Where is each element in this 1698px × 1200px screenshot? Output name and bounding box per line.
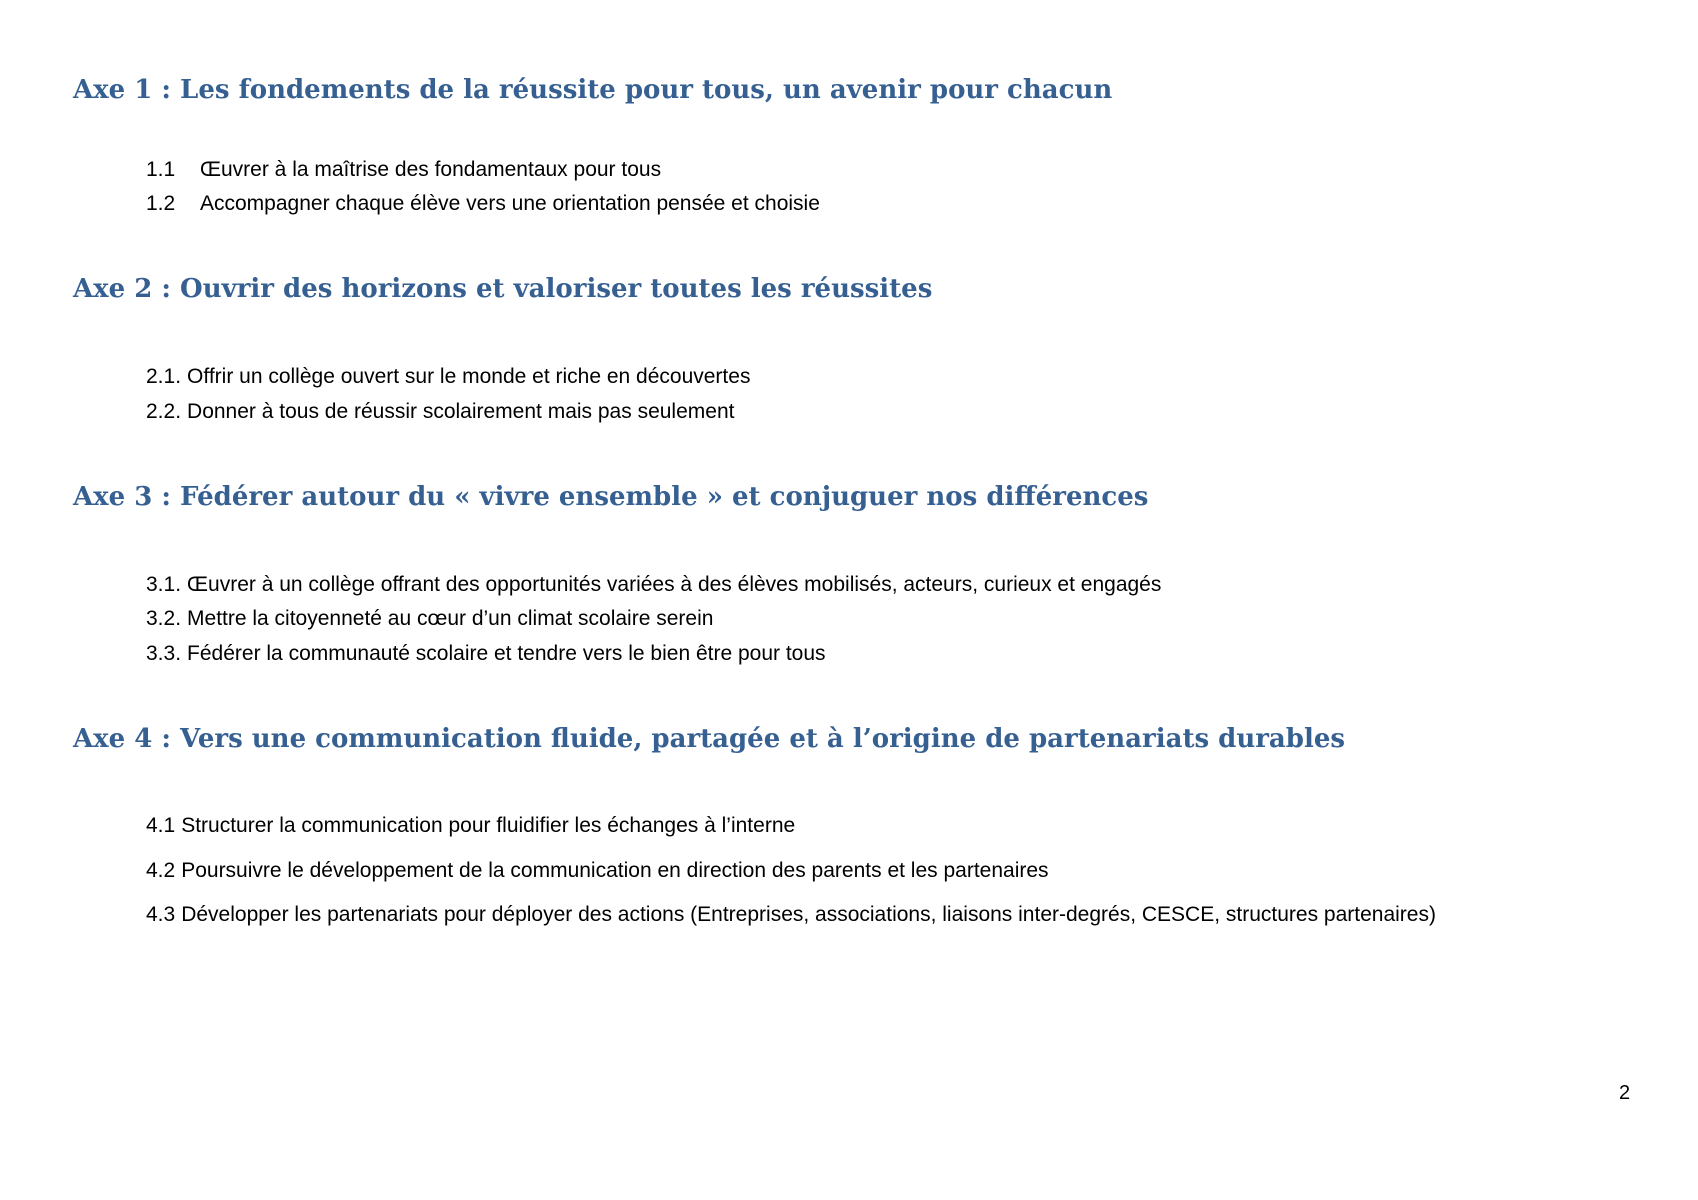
axis-3-item-2 <box>146 605 713 633</box>
item-text: Œuvrer à un collège offrant des opportunités variées à des élèves mobilisés, acteurs, curieux et engagés <box>187 573 1162 596</box>
item-number: 4.1 <box>146 814 176 837</box>
page-number: 2 <box>1619 1082 1631 1104</box>
axis-4-item-2 <box>146 857 1049 885</box>
item-number: 1.1 <box>146 158 176 181</box>
axis-4-item-1 <box>146 812 795 840</box>
axis-1-item-2 <box>146 190 820 218</box>
item-number: 3.2. <box>146 607 182 630</box>
item-number: 4.2 <box>146 859 176 882</box>
axis-4-item-3 <box>146 901 1436 929</box>
item-text: Structurer la communication pour fluidifier les échanges à l’interne <box>181 814 796 837</box>
item-number: 4.3 <box>146 903 176 926</box>
item-number: 2.1. <box>146 365 182 388</box>
item-text: Mettre la citoyenneté au cœur d’un climat scolaire serein <box>187 607 714 630</box>
axis-3-item-3 <box>146 640 826 668</box>
axis-1-item-1 <box>146 156 661 184</box>
item-number: 3.3. <box>146 642 182 665</box>
axis-2-item-2 <box>146 398 734 426</box>
axis-1-heading: Axe 1 : Les fondements de la réussite pour tous, un avenir pour chacun <box>73 75 1113 105</box>
item-text: Accompagner chaque élève vers une orientation pensée et choisie <box>200 192 820 215</box>
item-number: 2.2. <box>146 400 182 423</box>
axis-4-heading: Axe 4 : Vers une communication fluide, partagée et à l’origine de partenariats durables <box>73 724 1346 754</box>
item-text: Donner à tous de réussir scolairement mais pas seulement <box>187 400 735 423</box>
item-text: Œuvrer à la maîtrise des fondamentaux pour tous <box>200 158 662 181</box>
item-text: Fédérer la communauté scolaire et tendre vers le bien être pour tous <box>187 642 826 665</box>
item-text: Développer les partenariats pour déployer des actions (Entreprises, associations, liaisons inter-degrés, CESCE, structures partenaires) <box>181 903 1436 926</box>
axis-2-heading: Axe 2 : Ouvrir des horizons et valoriser toutes les réussites <box>73 274 933 304</box>
axis-3-heading: Axe 3 : Fédérer autour du « vivre ensemble » et conjuguer nos différences <box>73 482 1149 512</box>
item-number: 1.2 <box>146 192 176 215</box>
axis-3-item-1 <box>146 571 1161 599</box>
item-text: Poursuivre le développement de la communication en direction des parents et les partenaires <box>181 859 1049 882</box>
item-number: 3.1. <box>146 573 182 596</box>
item-text: Offrir un collège ouvert sur le monde et riche en découvertes <box>187 365 751 388</box>
axis-2-item-1 <box>146 363 750 391</box>
